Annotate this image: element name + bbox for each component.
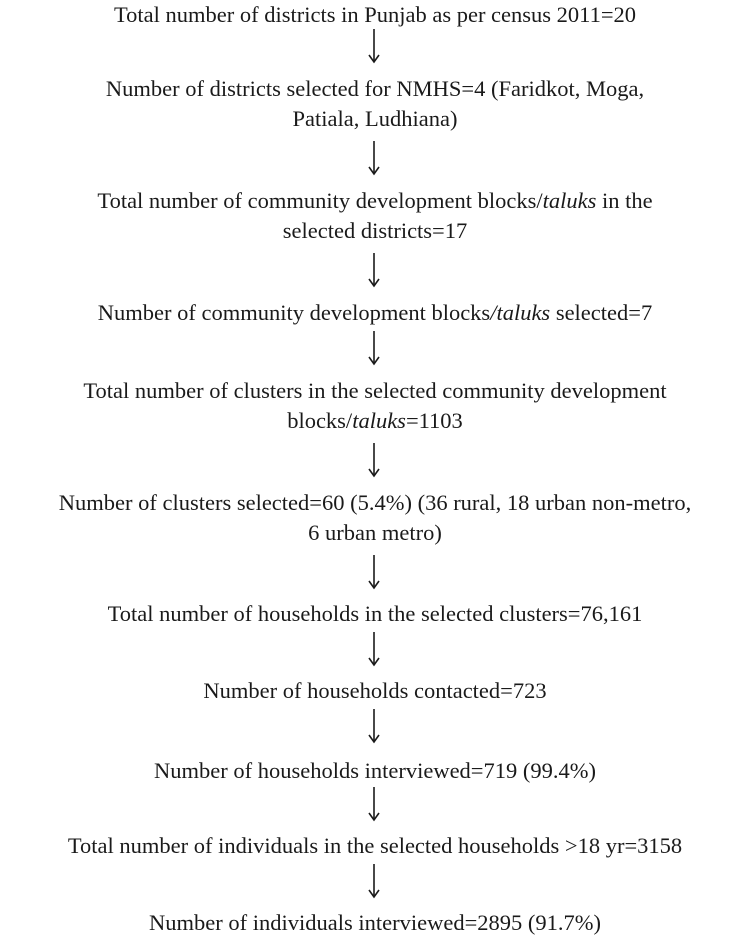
step-text: Total number of households in the selected clusters=76,161 — [107, 601, 643, 626]
step-text: Total number of districts in Punjab as per census 2011=20 — [113, 2, 637, 27]
step-line — [0, 599, 750, 629]
step-individuals-interviewed — [0, 908, 750, 938]
step-households-total — [0, 599, 750, 629]
step-clusters-selected — [0, 488, 750, 548]
step-line — [0, 908, 750, 938]
step-households-contacted — [0, 676, 750, 706]
down-arrow-icon — [366, 554, 382, 590]
step-line — [0, 831, 750, 861]
step-line — [0, 104, 750, 134]
step-text: =1103 — [405, 408, 463, 433]
step-line — [0, 406, 750, 436]
step-text: Number of individuals interviewed=2895 (91.7%) — [149, 910, 601, 935]
step-districts-total — [75, 0, 675, 30]
down-arrow-icon — [366, 442, 382, 478]
italic-term: taluks — [352, 408, 406, 433]
step-clusters-total — [0, 376, 750, 436]
step-line — [0, 298, 750, 328]
step-line — [0, 676, 750, 706]
step-line — [75, 0, 675, 30]
down-arrow-icon — [366, 330, 382, 366]
step-line — [0, 74, 750, 104]
down-arrow-icon — [366, 863, 382, 899]
down-arrow-icon — [366, 786, 382, 822]
step-line — [0, 518, 750, 548]
step-text: selected districts=17 — [282, 218, 468, 243]
step-text: Number of clusters selected=60 (5.4%) (36 rural, 18 urban non-metro, — [58, 490, 692, 515]
step-text: Number of households contacted=723 — [203, 678, 547, 703]
step-blocks-selected — [0, 298, 750, 328]
step-districts-selected — [0, 74, 750, 134]
down-arrow-icon — [366, 140, 382, 176]
step-individuals-total — [0, 831, 750, 861]
step-text: Total number of clusters in the selected community development — [83, 378, 667, 403]
step-blocks-total — [0, 186, 750, 246]
down-arrow-icon — [366, 252, 382, 288]
step-text: blocks/ — [287, 408, 353, 433]
step-text: in the — [596, 188, 653, 213]
step-text: Total number of community development blocks/ — [97, 188, 543, 213]
step-text: selected=7 — [550, 300, 653, 325]
step-line — [0, 376, 750, 406]
step-line — [0, 186, 750, 216]
step-households-interviewed — [0, 756, 750, 786]
italic-term: /taluks — [490, 300, 551, 325]
step-text: Number of districts selected for NMHS=4 (Faridkot, Moga, — [105, 76, 645, 101]
step-text: Number of community development blocks — [97, 300, 491, 325]
down-arrow-icon — [366, 631, 382, 667]
italic-term: taluks — [542, 188, 597, 213]
step-line — [0, 756, 750, 786]
step-text: Patiala, Ludhiana) — [292, 106, 458, 131]
step-text: 6 urban metro) — [308, 520, 442, 545]
step-text: Total number of individuals in the selected households >18 yr=3158 — [67, 833, 683, 858]
down-arrow-icon — [366, 28, 382, 64]
down-arrow-icon — [366, 708, 382, 744]
step-text: Number of households interviewed=719 (99.4%) — [154, 758, 596, 783]
step-line — [0, 488, 750, 518]
step-line — [0, 216, 750, 246]
